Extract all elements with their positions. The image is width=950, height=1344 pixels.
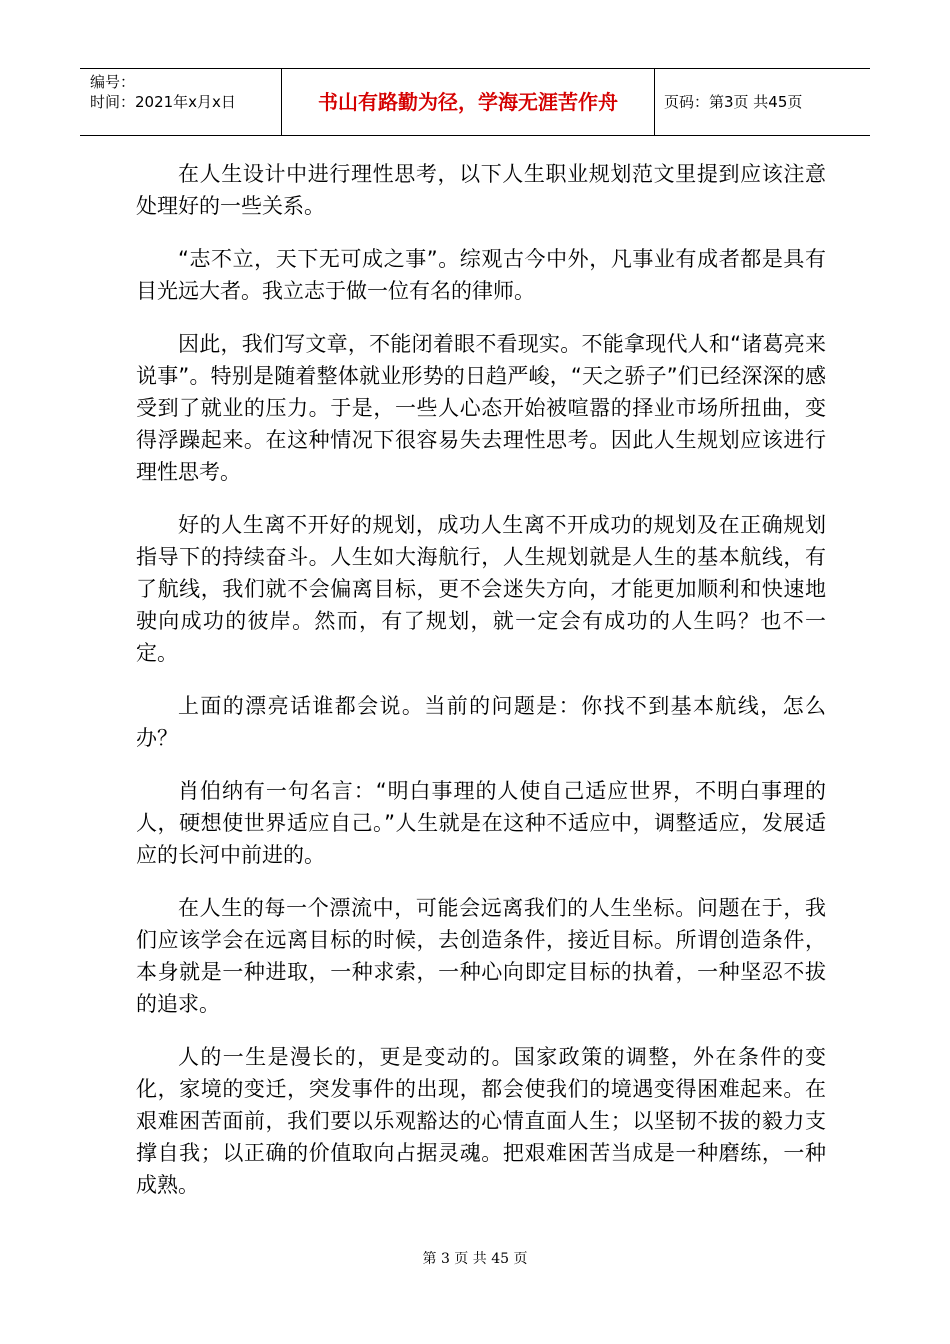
body-paragraph: 因此，我们写文章，不能闭着眼不看现实。不能拿现代人和“诸葛亮来说事”。特别是随着整体就业形势的日趋严峻，“天之骄子”们已经深深的感受到了就业的压力。于是，一些人心态开始被喧嚣的择业市场所扭曲，变得浮躁起来。在这种情况下很容易失去理性思考。因此人生规划应该进行理性思考。	[136, 332, 826, 484]
body-paragraph: 肖伯纳有一句名言：“明白事理的人使自己适应世界，不明白事理的人，硬想使世界适应自己。”人生就是在这种不适应中，调整适应，发展适应的长河中前进的。	[136, 779, 826, 867]
page-header	[80, 68, 870, 136]
body-paragraph: “志不立，天下无可成之事”。综观古今中外，凡事业有成者都是具有目光远大者。我立志于做一位有名的律师。	[136, 247, 826, 303]
header-page-info: 页码：第3页 共45页	[664, 93, 803, 111]
header-divider	[654, 69, 655, 135]
body-paragraph: 好的人生离不开好的规划，成功人生离不开成功的规划及在正确规划指导下的持续奋斗。人生如大海航行，人生规划就是人生的基本航线，有了航线，我们就不会偏离目标，更不会迷失方向，才能更加顺利和快速地驶向成功的彼岸。然而，有了规划，就一定会有成功的人生吗？也不一定。	[136, 513, 826, 665]
document-body	[136, 158, 826, 1222]
header-meta	[90, 72, 280, 112]
body-paragraph: 上面的漂亮话谁都会说。当前的问题是：你找不到基本航线，怎么办？	[136, 694, 826, 750]
document-number-label: 编号：	[90, 73, 136, 91]
body-paragraph: 人的一生是漫长的，更是变动的。国家政策的调整，外在条件的变化，家境的变迁，突发事件的出现，都会使我们的境遇变得困难起来。在艰难困苦面前，我们要以乐观豁达的心情直面人生；以坚韧不拔的毅力支撑自我；以正确的价值取向占据灵魂。把艰难困苦当成是一种磨练，一种成熟。	[136, 1045, 826, 1197]
page-footer: 第 3 页 共 45 页	[422, 1251, 528, 1267]
body-paragraph: 在人生设计中进行理性思考，以下人生职业规划范文里提到应该注意处理好的一些关系。	[136, 162, 826, 218]
header-motto: 书山有路勤为径，学海无涯苦作舟	[318, 90, 618, 114]
document-time-label: 时间：2021年x月x日	[90, 93, 236, 111]
body-paragraph: 在人生的每一个漂流中，可能会远离我们的人生坐标。问题在于，我们应该学会在远离目标的时候，去创造条件，接近目标。所谓创造条件，本身就是一种进取，一种求索，一种心向即定目标的执着，一种坚忍不拔的追求。	[136, 896, 826, 1016]
